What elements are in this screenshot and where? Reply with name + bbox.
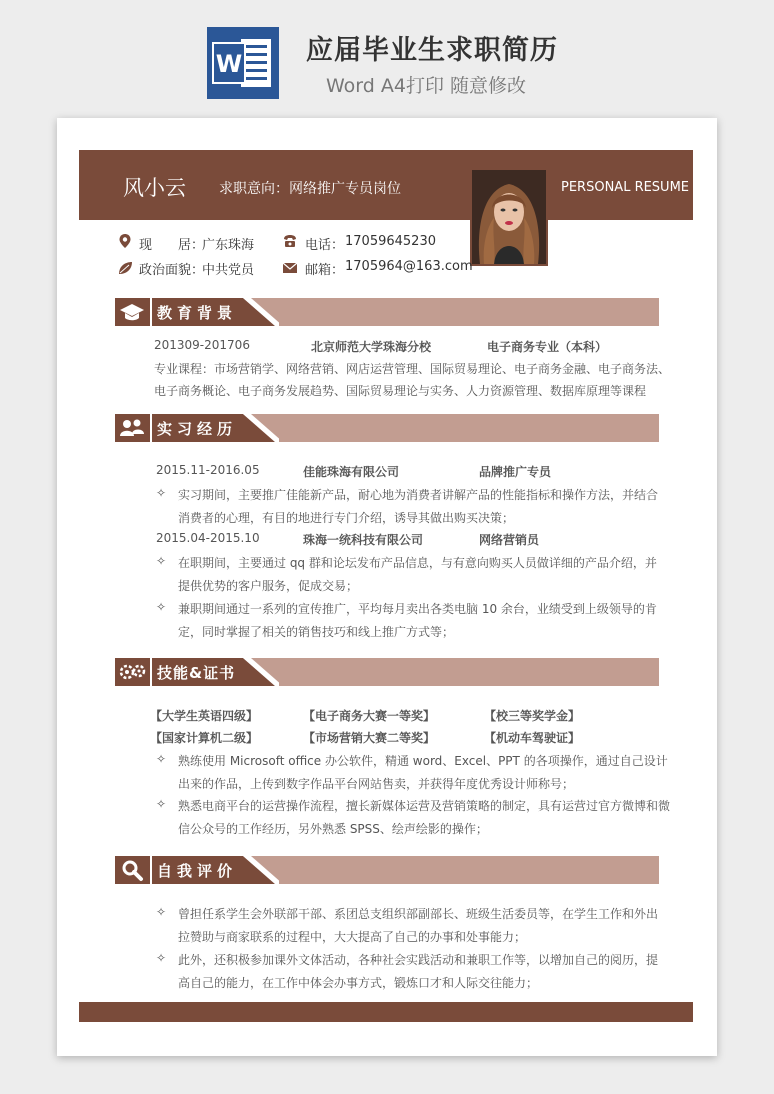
edu-courses-line2: 电子商务概论、电子商务发展趋势、国际贸易理论与实务、人力资源管理、数据库原理等课程 [154, 384, 647, 398]
residence-label: 现 居： [139, 238, 205, 253]
job1-company: 佳能珠海有限公司 [303, 465, 400, 479]
cert-item: 【国家计算机二级】 [150, 731, 259, 745]
job2-desc1-line2: 提供优势的客户服务，促成交易； [178, 579, 359, 593]
location-pin-icon [117, 233, 133, 249]
eval-desc2-line2: 高自己的能力，在工作中体会办事方式，锻炼口才和人际交往能力； [178, 976, 539, 990]
bullet-icon: ✧ [156, 951, 167, 965]
job2-company: 珠海一统科技有限公司 [303, 533, 424, 547]
job1-position: 品牌推广专员 [479, 465, 552, 479]
phone-icon [282, 233, 298, 249]
leaf-icon [117, 260, 133, 276]
section-title: 自我评价 [157, 862, 238, 880]
job2-period: 2015.04-2015.10 [156, 531, 260, 545]
section-education [115, 298, 659, 326]
banner-title: 应届毕业生求职简历 [306, 35, 558, 66]
section-title: 实习经历 [157, 420, 238, 438]
job1-period: 2015.11-2016.05 [156, 463, 260, 477]
banner-subtitle: Word A4打印 随意修改 [326, 75, 527, 97]
mail-icon [282, 260, 298, 276]
eval-desc1-line2: 拉赞助与商家联系的过程中，大大提高了自己的办事和处事能力； [178, 930, 527, 944]
job2-desc2-line1: 兼职期间通过一系列的宣传推广，平均每月卖出各类电脑 10 余台，业绩受到上级领导的肯 [178, 602, 657, 616]
top-banner [0, 0, 774, 110]
email-value: 1705964@163.com [345, 259, 473, 274]
residence-value: 广东珠海 [202, 238, 255, 253]
job1-desc-line2: 消费者的心理，有目的地进行专门介绍，诱导其做出购买决策； [178, 511, 515, 525]
cert-item: 【校三等奖学金】 [484, 709, 581, 723]
eval-desc1-line1: 曾担任系学生会外联部干部、系团总支组织部副部长、班级生活委员等，在学生工作和外出 [178, 907, 659, 921]
footer-bar [79, 1002, 693, 1022]
people-icon [115, 414, 149, 442]
search-icon [115, 856, 149, 884]
cert-item: 【电子商务大赛一等奖】 [303, 709, 436, 723]
bullet-icon: ✧ [156, 797, 167, 811]
resume-page [57, 118, 717, 1056]
job2-position: 网络营销员 [479, 533, 540, 547]
cert-item: 【大学生英语四级】 [150, 709, 259, 723]
skills-desc2-line1: 熟悉电商平台的运营操作流程，擅长新媒体运营及营销策略的制定，具有运营过官方微博和微 [178, 799, 671, 813]
phone-label: 电话： [305, 238, 345, 253]
bullet-icon: ✧ [156, 554, 167, 568]
bullet-icon: ✧ [156, 486, 167, 500]
skills-desc1-line1: 熟练使用 Microsoft office 办公软件，精通 word、Excel、PPT 的各项操作，通过自己设计 [178, 754, 668, 768]
edu-period: 201309-201706 [154, 338, 250, 352]
edu-courses-line1: 专业课程：市场营销学、网络营销、网店运营管理、国际贸易理论、电子商务金融、电子商务法、 [154, 362, 671, 376]
job1-desc-line1: 实习期间，主要推广佳能新产品，耐心地为消费者讲解产品的性能指标和操作方法，并结合 [178, 488, 659, 502]
job-intent: 求职意向：网络推广专员岗位 [219, 181, 401, 197]
word-letter: W [215, 50, 243, 78]
job2-desc2-line2: 定，同时掌握了相关的销售技巧和线上推广方式等； [178, 625, 455, 639]
edu-school: 北京师范大学珠海分校 [311, 340, 432, 354]
graduation-cap-icon [115, 298, 149, 326]
bullet-icon: ✧ [156, 752, 167, 766]
section-title: 教育背景 [157, 304, 238, 322]
candidate-name: 风小云 [123, 176, 186, 200]
bullet-icon: ✧ [156, 600, 167, 614]
skills-desc1-line2: 出来的作品，上传到数字作品平台网站售卖，并获得年度优秀设计师称号； [178, 777, 575, 791]
email-label: 邮箱： [305, 263, 345, 278]
section-skills [115, 658, 659, 686]
job2-desc1-line1: 在职期间，主要通过 qq 群和论坛发布产品信息，与有意向购买人员做详细的产品介绍，并 [178, 556, 657, 570]
profile-photo [470, 168, 548, 266]
gears-icon [115, 658, 149, 686]
cert-item: 【机动车驾驶证】 [484, 731, 581, 745]
section-internship [115, 414, 659, 442]
word-document-icon [207, 27, 279, 99]
personal-resume-label: PERSONAL RESUME [561, 180, 690, 195]
eval-desc2-line1: 此外，还积极参加课外文体活动，各种社会实践活动和兼职工作等，以增加自己的阅历，提 [178, 953, 659, 967]
edu-major: 电子商务专业（本科） [487, 340, 608, 354]
political-value: 中共党员 [202, 263, 255, 278]
political-label: 政治面貌： [139, 263, 205, 278]
section-self-evaluation [115, 856, 659, 884]
skills-desc2-line2: 信公众号的工作经历，另外熟悉 SPSS、绘声绘影的操作； [178, 822, 488, 836]
phone-value: 17059645230 [345, 234, 436, 249]
bullet-icon: ✧ [156, 905, 167, 919]
section-title: 技能&证书 [157, 664, 236, 682]
cert-item: 【市场营销大赛二等奖】 [303, 731, 436, 745]
